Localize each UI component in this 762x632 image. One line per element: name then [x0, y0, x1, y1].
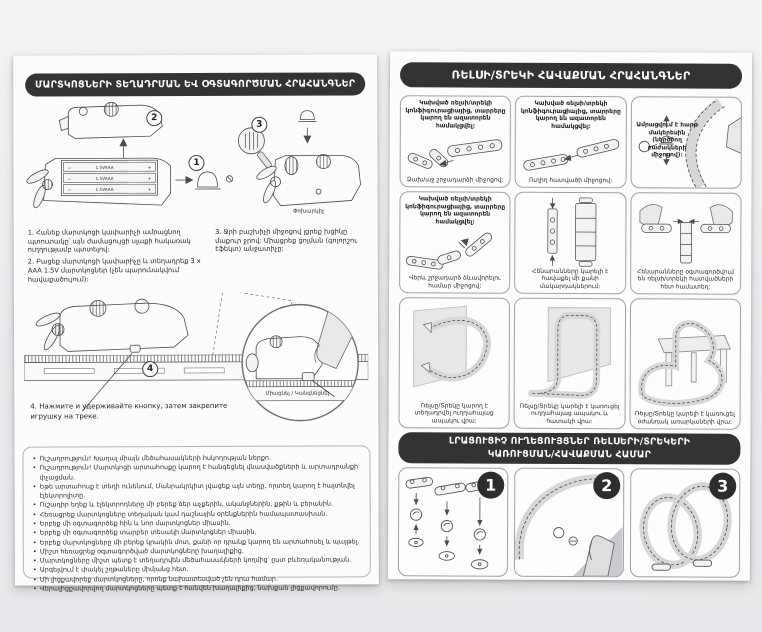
warning-item: • Վերալիցքավորվող մարտկոցները պետք է հանվեն խաղալիքից, նախքան լիցքավորումը.	[33, 583, 361, 593]
table-loop-illustration	[634, 302, 736, 411]
panel-text: Կախված ռելսի/տրեկի կոնֆիգուրացիայից, տարրերը կարող են ազատորեն համակցվել:	[520, 99, 621, 130]
warning-item: • Մի լիցքավորեք մարտկոցները, որոնք նախատեսված չեն դրա համար.	[33, 574, 361, 584]
step-1: 1. Հանեք մարտկոցի կափարիչի ամրացնող պտուտակը՝ այն ժամացույցի սլաքի հակառակ ուղղությամբ պտտելով:	[27, 228, 191, 254]
upward-curve-illustration	[404, 226, 506, 275]
figure-number-3: 3	[251, 117, 267, 133]
panel-over-objects	[629, 298, 741, 429]
step-instructions	[28, 227, 368, 286]
step-3: 3. Ջրի բաշխիչի միջոցով լցրեք խցիկը մաքուր ջրով: Միացրեք ցոլման (գոլորշու էֆեկտ) անջատիչը:	[215, 227, 358, 254]
panel-curve-combine	[400, 95, 512, 187]
battery-label: 1.5VAAA	[95, 186, 114, 192]
panel-text: Կախված ռելսի/տրեկի կոնֆիգուրացիայից, տարրերը կարող են ազատորեն համակցվել:	[405, 99, 506, 130]
guide-number-3: 3	[709, 473, 736, 500]
figure-number-1: 1	[188, 155, 204, 171]
guide-number-1: 1	[477, 472, 504, 499]
steps-column-left	[28, 228, 204, 287]
guide-step-1	[398, 467, 508, 576]
extra-guides-title	[398, 432, 740, 464]
panel-caption: Ռելսը/Տրեկը կարող է տեղադրվել ուղղահայաց ապակու վրա:	[414, 402, 494, 425]
warning-item: • Երբեք մի օգտագործեք հին և նոր մարտկոցներ միասին.	[33, 518, 361, 528]
battery-plus-sign: +	[147, 177, 152, 183]
panel-supports-join	[630, 192, 742, 294]
panel-caption: Ուղիղ հատվածի միջոցով:	[529, 176, 613, 184]
wall-loop-illustration	[404, 301, 506, 403]
warning-item: • Ուշադրություն! Խաղալ միայն մեծահասակների հսկողության ներքո.	[32, 453, 360, 463]
warning-item: • Արգելվում է փակել շղթաները միմյանց հետ.	[33, 565, 361, 575]
panel-text: Կախված ռելսի/տրեկի կոնֆիգուրացիայից, տարրերը կարող են ազատորեն համակցվել:	[405, 195, 506, 226]
guide-step-3	[630, 468, 740, 577]
panel-caption: Վերև շրջադարձ ձևավորելու համար միջոցով:	[408, 274, 501, 290]
page-battery-instructions	[13, 54, 379, 593]
panel-vertical-glass	[399, 297, 511, 428]
warning-item: • Մարտկոցները միշտ պետք է տեղադրվեն մեծահասակների կողմից՝ ըստ բևեռականության.	[33, 556, 361, 566]
panel-caption: Ձախ/աջ շրջադարձի միջոցով:	[406, 175, 504, 184]
straight-track-illustration	[520, 130, 622, 177]
warning-item: • Ուշադիր եղեք և էլեկտրոդները մի բերեք ձեր աչքերին, ականջներին, քթին և բերանին.	[33, 500, 361, 510]
battery-minus-sign: −	[67, 177, 72, 183]
figure-number-4: 4	[142, 361, 158, 377]
panel-upward-curve	[399, 191, 511, 293]
panel-suction-mount	[630, 96, 742, 188]
supports-join-illustration	[635, 196, 737, 269]
track-panels-grid	[399, 95, 742, 429]
page-title: ՄԱՐՏԿՈՑՆԵՐԻ ՏԵՂԱԴՐՄԱՆ ԵՎ ՕԳՏԱԳՈՐԾՄԱՆ ՀՐԱՀԱՆԳՆԵՐ	[25, 72, 365, 96]
extra-guides-title-line1: ԼՐԱՑՈՒՑԻՉ ՈՒՂԵՑՈՒՅՑՆԵՐ ՌԵԼՍԵՐԻ/ՏՐԵԿԵՐԻ	[448, 435, 691, 448]
page-title: ՌԵԼՍԻ/ՏՐԵԿԻ ՀԱՎԱՔՄԱՆ ՀՐԱՀԱՆԳՆԵՐ	[400, 62, 742, 88]
warning-item: • Ուշադրություն! Մարտկոցի արտահոսքը կարող է հանգեցնել վնասվածքների և արտադրանքի փչացման.	[33, 463, 361, 483]
panel-caption: Ռելսը/Տրեկը կարելի է կառուցել ուղղահայաց ապակու և հատակի վրա:	[519, 402, 620, 425]
step-4-russian: 4. Нажмите и удерживайте кнопку, затем закрепите игрушку на треке.	[30, 401, 228, 421]
panel-caption: Ռելսը/Տրեկը կարելի է կառուցել օժանդակ առարկաների վրա:	[634, 410, 735, 426]
panel-supports-levels	[514, 192, 626, 294]
warning-item: • Եթե արտահոսք է տեղի ունենում, Մանրակրկիտ լվացեք այն տեղը, որտեղ կարող է հայտնվել էլեկտրոլիտը.	[33, 481, 361, 501]
extra-guides-row	[398, 467, 740, 577]
warning-item: • Երբեք մարտկոցները մի բերեք կրակին մոտ, քանի որ դրանք կարող են արտահոսել և պայթել.	[33, 537, 361, 547]
battery-label: 1.5VAAA	[95, 175, 114, 181]
steps-column-right	[215, 227, 368, 286]
battery-label: 1.5VAAA	[95, 164, 114, 170]
start-stop-label: Միացնել / Կանգնեցնել	[265, 390, 330, 397]
warning-item: • Հեռացրեք մարտկոցները տեղական կամ դաշնային օրենքներին համապատասխան.	[33, 509, 361, 519]
panel-caption: Հենարանները օգտագործվում են ռելսի/տրեկի հատվածների հետ համատեղ:	[637, 268, 734, 291]
battery-minus-sign: −	[67, 166, 72, 172]
warnings-list	[32, 453, 360, 593]
warning-item: • Միշտ հեռացրեք օգտագործված մարտկոցները խաղալիքից.	[33, 546, 361, 556]
battery-minus-sign: −	[67, 188, 72, 194]
panel-glass-floor	[514, 298, 626, 429]
panel-caption: Հենարանները կարելի է հավաքել մի քանի մակարդակներում:	[532, 267, 609, 290]
battery-plus-sign: +	[147, 188, 152, 194]
step-2: 2. Բացեք մարտկոցի կափարիչը և տեղադրեք 3 x AAA 1.5V մարտկոցներ (չեն պարունակվում հավաքածույում):	[27, 257, 201, 284]
panel-straight-combine	[515, 96, 627, 188]
switch-label: Փոխարկիչ	[292, 208, 325, 215]
page-track-instructions	[388, 51, 752, 581]
guide-number-2: 2	[593, 472, 620, 499]
guide-step-2	[514, 468, 624, 577]
battery-plus-sign: +	[147, 166, 152, 172]
warning-item: • Երբեք մի օգտագործեք տարբեր տեսակի մարտկոցներ միասին.	[33, 528, 361, 538]
curved-track-illustration	[405, 130, 507, 177]
panel-caption: Ամրացվում է հարթ մակերեսին (ներծծող բաժակների միջոցով):	[636, 121, 699, 159]
supports-levels-illustration	[520, 196, 622, 269]
figure-number-2: 2	[146, 110, 162, 126]
wall-floor-loop-illustration	[519, 302, 621, 404]
safety-warnings-box	[22, 445, 370, 593]
extra-guides-title-line2: ԿԱՌՈՒՑՄԱՆ/ՀԱՎԱՔՄԱՆ ՀԱՄԱՐ	[487, 448, 652, 461]
